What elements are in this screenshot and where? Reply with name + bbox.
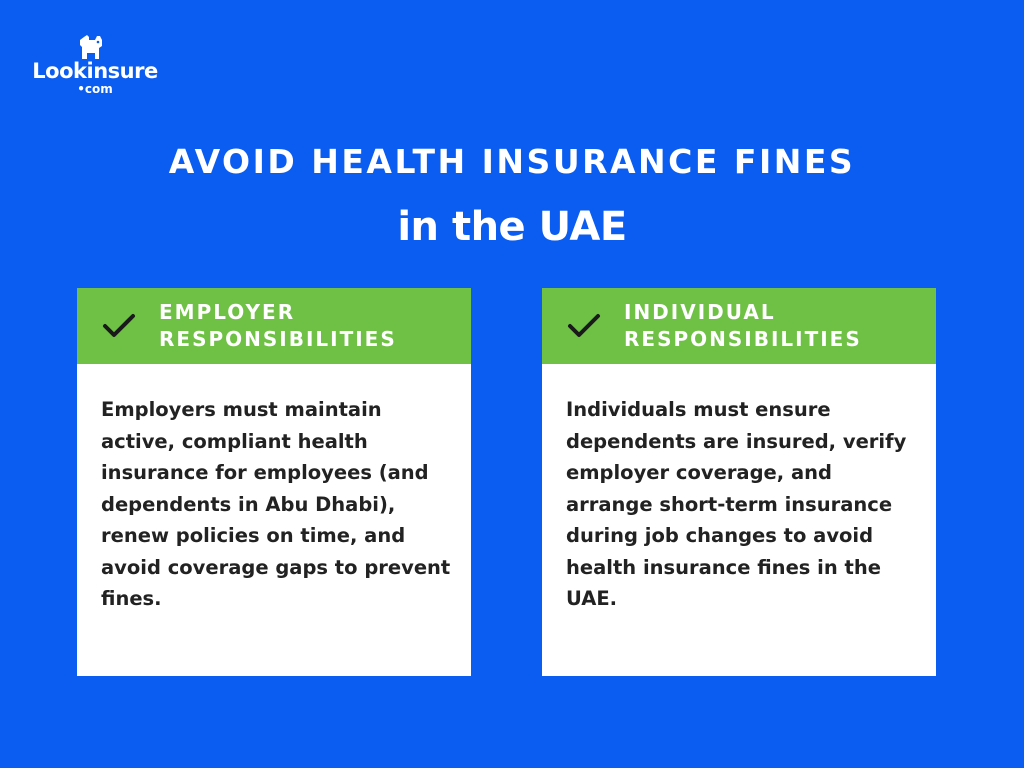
employer-card: [77, 288, 471, 676]
individual-card-heading: [624, 299, 924, 353]
individual-card-header: [542, 288, 936, 364]
employer-card-heading: [159, 299, 459, 353]
brand-logo[interactable]: [30, 34, 160, 98]
page-title: AVOID HEALTH INSURANCE FINES: [168, 142, 856, 181]
employer-card-header: [77, 288, 471, 364]
brand-name: Lookinsure: [32, 59, 158, 83]
individual-card-body: Individuals must ensure dependents are insured, verify employer coverage, and arrange short-term insurance during job changes to avoid health insurance fines in the UAE.: [566, 398, 907, 610]
employer-card-body: Employers must maintain active, compliant health insurance for employees (and dependents in Abu Dhabi), renew policies on time, and avoid coverage gaps to prevent fines.: [101, 398, 451, 610]
individual-card: [542, 288, 936, 676]
individual-heading-line1: INDIVIDUAL: [624, 300, 776, 324]
page-subtitle: in the UAE: [397, 204, 627, 250]
individual-heading-line2: RESPONSIBILITIES: [624, 327, 862, 351]
brand-domain: •com: [77, 82, 113, 96]
dog-mascot-icon: [78, 34, 104, 60]
checkmark-icon: [101, 310, 137, 342]
employer-heading-line2: RESPONSIBILITIES: [159, 327, 397, 351]
employer-heading-line1: EMPLOYER: [159, 300, 296, 324]
checkmark-icon: [566, 310, 602, 342]
